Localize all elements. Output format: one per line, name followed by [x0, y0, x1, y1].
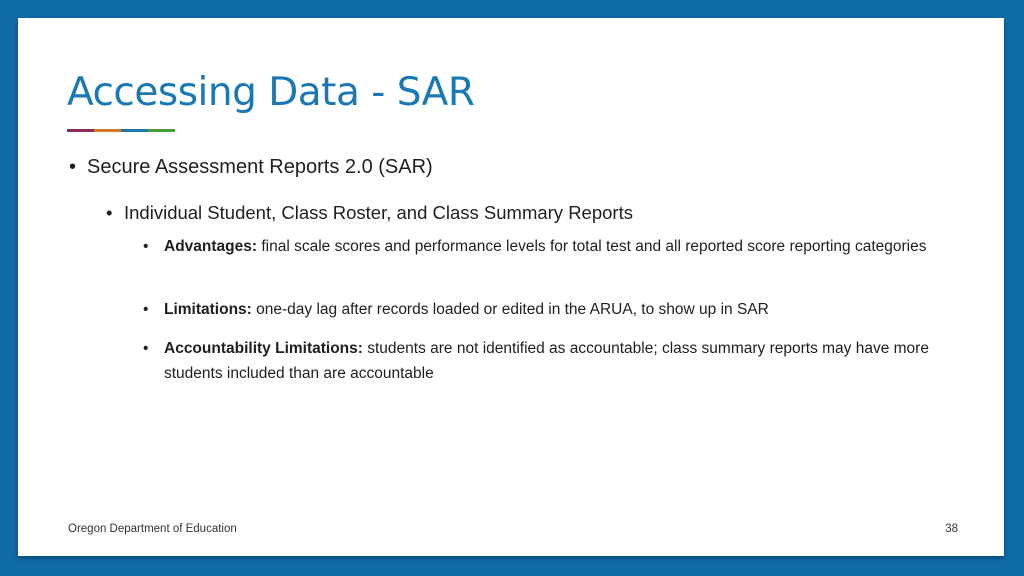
- bullet-lead: Advantages:: [164, 238, 258, 255]
- underline-segment-3: [121, 129, 148, 132]
- underline-segment-2: [94, 129, 121, 132]
- bullet-text: [164, 336, 963, 386]
- slide-title: Accessing Data - SAR: [67, 70, 475, 115]
- bullet-dot: •: [143, 301, 149, 318]
- footer-organization: Oregon Department of Education: [68, 523, 237, 535]
- bullet-text: Secure Assessment Reports 2.0 (SAR): [87, 156, 433, 178]
- bullet-body: students are not identified as accountable; class summary reports may have more students included than are accountable: [164, 340, 929, 382]
- bullet-limitations: [143, 297, 963, 322]
- underline-segment-1: [67, 129, 94, 132]
- bullet-dot: •: [143, 238, 149, 255]
- bullet-accountability-limitations: [143, 336, 963, 386]
- underline-segment-4: [148, 129, 175, 132]
- bullet-advantages: [143, 234, 963, 259]
- bullet-lead: Limitations:: [164, 301, 252, 318]
- title-underline: [67, 129, 175, 132]
- bullet-dot: •: [106, 202, 113, 223]
- bullet-text: [164, 297, 963, 322]
- bullet-text: Individual Student, Class Roster, and Class Summary Reports: [124, 202, 633, 223]
- bullet-body: final scale scores and performance levels for total test and all reported score reporting categories: [257, 238, 927, 255]
- bullet-level-1: [69, 154, 949, 180]
- slide: [18, 18, 1004, 556]
- bullet-lead: Accountability Limitations:: [164, 340, 363, 357]
- bullet-dot: •: [69, 156, 77, 178]
- bullet-level-2: [106, 201, 966, 225]
- bullet-body: one-day lag after records loaded or edited in the ARUA, to show up in SAR: [251, 301, 769, 318]
- page-number: 38: [945, 523, 958, 535]
- bullet-text: [164, 234, 963, 259]
- bullet-dot: •: [143, 340, 149, 357]
